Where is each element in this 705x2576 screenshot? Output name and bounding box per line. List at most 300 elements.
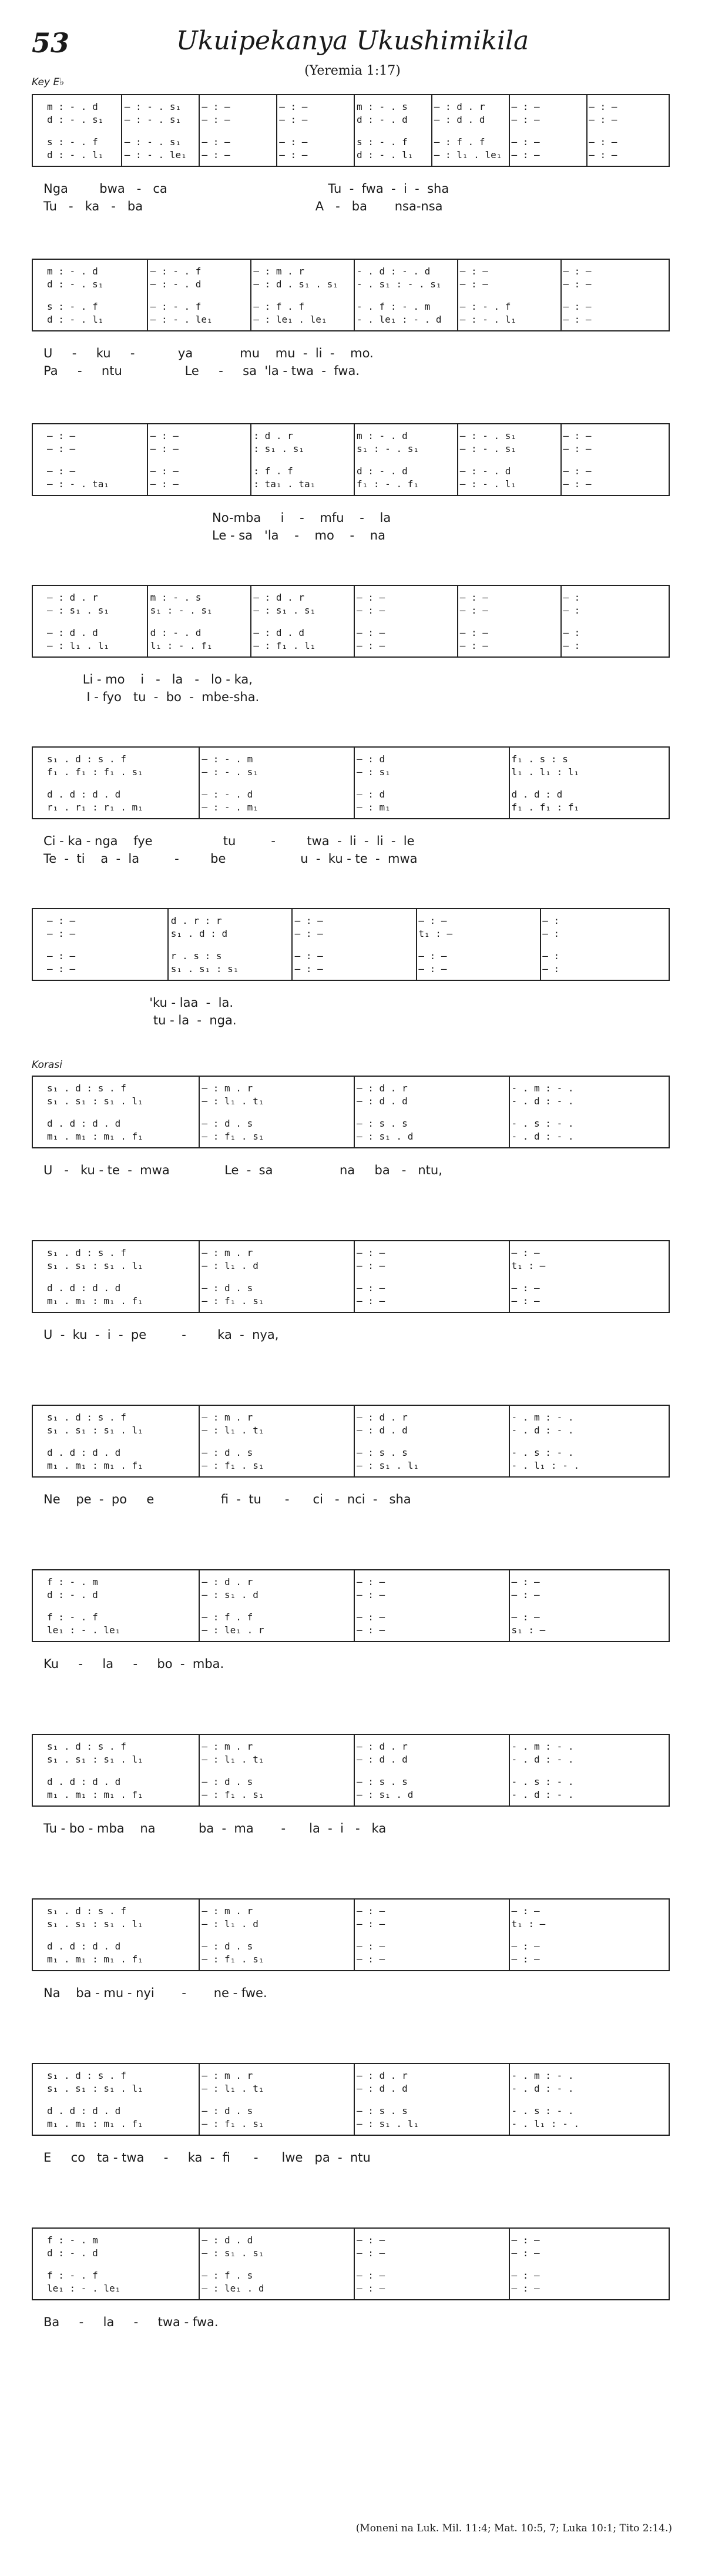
solfa-measure: — : d . s₁ . s₁ <box>253 279 338 290</box>
lyric-line: Li - mo i - la - lo - ka, <box>43 672 253 686</box>
solfa-measure: — : f₁ . s₁ <box>202 2118 264 2129</box>
solfa-measure: — : — <box>511 136 540 148</box>
solfa-measure: — : d . d <box>357 1425 408 1436</box>
lyric-line: Ba - la - twa - fwa. <box>43 2315 219 2329</box>
voice-part <box>43 101 663 114</box>
solfa-measure: m : - . d <box>47 101 98 112</box>
solfa-measure: — : — <box>357 1576 385 1587</box>
voice-part <box>43 465 663 478</box>
lyrics <box>32 509 670 544</box>
solfa-measure: — : — <box>202 136 230 148</box>
solfa-measure: — : — <box>589 101 617 112</box>
tonic-solfa-staff <box>32 2063 670 2136</box>
solfa-measure: — : d . s <box>202 1776 253 1787</box>
solfa-measure: d . d : d . d <box>47 789 121 800</box>
lyrics <box>32 344 670 380</box>
voice-part <box>43 136 663 149</box>
solfa-measure: — : — <box>202 149 230 160</box>
voice-part <box>43 2247 663 2260</box>
solfa-measure: d . d : d . d <box>47 2105 121 2116</box>
solfa-measure: — : — <box>294 963 323 974</box>
solfa-measure: — : — <box>357 2283 385 2294</box>
music-system <box>32 746 670 867</box>
solfa-measure: — : — <box>459 266 488 277</box>
solfa-measure: — : d . r <box>202 1576 253 1587</box>
solfa-measure: — : — <box>202 101 230 112</box>
solfa-measure: — : s₁ <box>357 766 391 778</box>
solfa-measure: — : — <box>294 915 323 926</box>
solfa-measure: — : — <box>511 2235 540 2246</box>
solfa-measure: — : d <box>357 753 385 765</box>
solfa-measure: — : l₁ . d <box>202 1260 258 1271</box>
solfa-measure: — : l₁ . t₁ <box>202 1096 264 1107</box>
solfa-measure: — : d . s <box>202 1447 253 1458</box>
solfa-measure: - . l₁ : - . <box>511 2118 580 2129</box>
voice-part <box>43 1412 663 1425</box>
solfa-measure: — : s . s <box>357 1447 408 1458</box>
solfa-measure: — : — <box>357 1954 385 1965</box>
solfa-measure: - . s : - . <box>511 1776 574 1787</box>
voice-part <box>43 753 663 766</box>
solfa-measure: s₁ . d : s . f <box>47 1412 126 1423</box>
solfa-measure: — : m . r <box>202 1905 253 1917</box>
voice-part <box>43 928 663 941</box>
solfa-measure: d : - . l₁ <box>47 149 104 160</box>
voice-part <box>43 1260 663 1273</box>
solfa-measure: — : <box>563 592 580 603</box>
voice-part <box>43 1576 663 1589</box>
solfa-measure: — : — <box>563 301 592 312</box>
voice-part <box>43 2283 663 2296</box>
solfa-measure: — : d . r <box>253 592 305 603</box>
music-system <box>32 1898 670 2002</box>
voice-part <box>43 592 663 605</box>
solfa-measure: — : — <box>150 465 179 477</box>
solfa-measure: le₁ : - . le₁ <box>47 1624 121 1636</box>
music-system <box>32 1076 670 1179</box>
solfa-measure: — : d . s <box>202 1118 253 1129</box>
tonic-solfa-staff <box>32 1898 670 1971</box>
solfa-measure: — : — <box>511 1295 540 1307</box>
tonic-solfa-staff <box>32 94 670 167</box>
solfa-measure: d : - . d <box>357 465 408 477</box>
solfa-measure: — : — <box>47 443 76 454</box>
solfa-measure: - . d : - . <box>511 2083 574 2094</box>
solfa-measure: s₁ . d : s . f <box>47 1083 126 1094</box>
solfa-measure: : s₁ . s₁ <box>253 443 305 454</box>
voice-part <box>43 1624 663 1637</box>
solfa-measure: — : - . s₁ <box>459 443 517 454</box>
tonic-solfa-staff <box>32 259 670 331</box>
solfa-measure: s : - . f <box>47 136 98 148</box>
solfa-measure: — : — <box>357 1247 385 1258</box>
solfa-measure: — : — <box>279 136 308 148</box>
voice-part <box>43 430 663 443</box>
solfa-measure: d . d : d <box>511 789 563 800</box>
solfa-measure: d : - . s₁ <box>47 114 104 125</box>
solfa-measure: — : — <box>589 114 617 125</box>
lyric-line: U - ku - ya mu mu - li - mo. <box>43 346 374 360</box>
solfa-measure: — : f . s <box>202 2270 253 2281</box>
tonic-solfa-staff <box>32 746 670 819</box>
music-system <box>32 1405 670 1508</box>
solfa-measure: — : - . d <box>150 279 202 290</box>
solfa-measure: — : — <box>511 1612 540 1623</box>
tonic-solfa-staff <box>32 2227 670 2300</box>
solfa-measure: d : - . l₁ <box>47 314 104 325</box>
music-system <box>32 1734 670 1837</box>
solfa-measure: - . d : - . <box>511 1789 574 1800</box>
solfa-measure: — : f₁ . s₁ <box>202 1131 264 1142</box>
voice-part <box>43 2235 663 2247</box>
solfa-measure: l₁ . l₁ : l₁ <box>511 766 580 778</box>
scripture-reference: (Yeremia 1:17) <box>304 63 401 78</box>
solfa-measure: — : — <box>279 114 308 125</box>
voice-part <box>43 950 663 963</box>
solfa-measure: — : — <box>459 627 488 638</box>
solfa-measure: — : — <box>511 1576 540 1587</box>
solfa-measure: f₁ : - . f₁ <box>357 478 419 490</box>
solfa-measure: — : <box>563 627 580 638</box>
solfa-measure: — : - . s₁ <box>459 430 517 441</box>
solfa-measure: s₁ . s₁ : s₁ . l₁ <box>47 2083 143 2094</box>
solfa-measure: s₁ . s₁ : s₁ . l₁ <box>47 1754 143 1765</box>
solfa-measure: d : - . d <box>47 1589 98 1600</box>
solfa-measure: - . m : - . <box>511 1412 574 1423</box>
solfa-measure: — : l₁ . d <box>202 1918 258 1930</box>
solfa-measure: — : f₁ . s₁ <box>202 1460 264 1471</box>
solfa-measure: - . s : - . <box>511 1447 574 1458</box>
lyric-line: E co ta - twa - ka - fi - lwe pa - ntu <box>43 2150 371 2165</box>
tonic-solfa-staff <box>32 585 670 658</box>
solfa-measure: — : d . s <box>202 1941 253 1952</box>
solfa-measure: — : - . m₁ <box>202 802 258 813</box>
lyric-line: Ci - ka - nga fye tu - twa - li - li - le <box>43 834 415 848</box>
tonic-solfa-staff <box>32 1076 670 1148</box>
solfa-measure: — : — <box>150 443 179 454</box>
lyric-line: tu - la - nga. <box>43 1013 237 1027</box>
lyric-line: Ku - la - bo - mba. <box>43 1657 224 1671</box>
voice-part <box>43 301 663 314</box>
solfa-measure: — : — <box>47 928 76 939</box>
tonic-solfa-staff <box>32 908 670 981</box>
voice-part <box>43 2070 663 2083</box>
solfa-measure: - . m : - . <box>511 2070 574 2081</box>
solfa-measure: — : d . d <box>202 2235 253 2246</box>
solfa-measure: — : — <box>150 430 179 441</box>
solfa-measure: — : - . s₁ <box>124 136 182 148</box>
solfa-measure: — : — <box>47 430 76 441</box>
solfa-measure: — : — <box>589 149 617 160</box>
lyric-line: No-mba i - mfu - la <box>43 511 391 525</box>
solfa-measure: — : f₁ . s₁ <box>202 1954 264 1965</box>
footnote-references: (Moneni na Luk. Mil. 11:4; Mat. 10:5, 7; Luka 10:1; Tito 2:14.) <box>355 2523 672 2534</box>
solfa-measure: — : l₁ . le₁ <box>434 149 502 160</box>
solfa-measure: — : — <box>357 1589 385 1600</box>
lyric-line: I - fyo tu - bo - mbe-sha. <box>43 690 260 704</box>
voice-part <box>43 279 663 292</box>
solfa-measure: - . d : - . d <box>357 266 431 277</box>
solfa-measure: — : s₁ . d <box>202 1589 258 1600</box>
music-system <box>32 423 670 544</box>
lyrics <box>32 1655 670 1673</box>
solfa-measure: f₁ . f₁ : f₁ <box>511 802 580 813</box>
solfa-measure: s₁ . s₁ : s₁ . l₁ <box>47 1260 143 1271</box>
solfa-measure: - . f : - . m <box>357 301 431 312</box>
solfa-measure: — : — <box>563 478 592 490</box>
music-system <box>32 259 670 380</box>
solfa-measure: — : - . m <box>202 753 253 765</box>
lyrics <box>32 1820 670 1837</box>
voice-part <box>43 627 663 640</box>
solfa-measure: — : f₁ . l₁ <box>253 640 316 651</box>
solfa-measure: s₁ . d : s . f <box>47 1741 126 1752</box>
solfa-measure: — : m₁ <box>357 802 391 813</box>
solfa-measure: - . m : - . <box>511 1083 574 1094</box>
solfa-measure: f : - . f <box>47 2270 98 2281</box>
solfa-measure: — : s₁ . s₁ <box>47 605 109 616</box>
solfa-measure: — : d . r <box>357 1412 408 1423</box>
solfa-measure: — : — <box>47 950 76 962</box>
solfa-measure: - . d : - . <box>511 1425 574 1436</box>
solfa-measure: s₁ : — <box>511 1624 546 1636</box>
lyric-line: 'ku - laa - la. <box>43 996 233 1010</box>
solfa-measure: m₁ . m₁ : m₁ . f₁ <box>47 1295 143 1307</box>
lyrics <box>32 1326 670 1344</box>
voice-part <box>43 1612 663 1624</box>
lyric-line: Te - ti a - la - be u - ku - te - mwa <box>43 852 418 866</box>
voice-part <box>43 766 663 779</box>
solfa-measure: — : <box>542 950 560 962</box>
solfa-measure: — : — <box>357 1624 385 1636</box>
lyrics <box>32 671 670 706</box>
solfa-measure: — : d . s <box>202 2105 253 2116</box>
solfa-measure: — : — <box>150 478 179 490</box>
solfa-measure: — : — <box>511 149 540 160</box>
solfa-measure: s₁ . d : s . f <box>47 2070 126 2081</box>
solfa-measure: m₁ . m₁ : m₁ . f₁ <box>47 2118 143 2129</box>
solfa-measure: — : s₁ . d <box>357 1789 414 1800</box>
solfa-measure: s₁ . d : s . f <box>47 1905 126 1917</box>
solfa-measure: — : — <box>357 2235 385 2246</box>
solfa-measure: — : m . r <box>202 1247 253 1258</box>
solfa-measure: — : - . le₁ <box>124 149 187 160</box>
solfa-measure: — : — <box>357 1941 385 1952</box>
solfa-measure: m : - . s <box>150 592 202 603</box>
solfa-measure: — : — <box>511 1247 540 1258</box>
lyrics <box>32 2149 670 2166</box>
solfa-measure: - . s₁ : - . s₁ <box>357 279 442 290</box>
voice-part <box>43 789 663 802</box>
solfa-measure: s₁ . s₁ : s₁ . l₁ <box>47 1425 143 1436</box>
solfa-measure: — : s₁ . d <box>357 1131 414 1142</box>
solfa-measure: — : d <box>357 789 385 800</box>
voice-part <box>43 1083 663 1096</box>
solfa-measure: — : — <box>357 1260 385 1271</box>
solfa-measure: s₁ . d : s . f <box>47 1247 126 1258</box>
solfa-measure: d : - . l₁ <box>357 149 414 160</box>
lyrics <box>32 1490 670 1508</box>
solfa-measure: — : — <box>511 1282 540 1294</box>
voice-part <box>43 1905 663 1918</box>
voice-part <box>43 266 663 279</box>
solfa-measure: f : - . m <box>47 1576 98 1587</box>
solfa-measure: : ta₁ . ta₁ <box>253 478 316 490</box>
solfa-measure: — : - . l₁ <box>459 478 517 490</box>
voice-part <box>43 1589 663 1602</box>
voice-part <box>43 1282 663 1295</box>
solfa-measure: — : — <box>47 915 76 926</box>
solfa-measure: — : - . ta₁ <box>47 478 109 490</box>
lyric-line: Pa - ntu Le - sa 'la - twa - fwa. <box>43 364 360 378</box>
solfa-measure: — : — <box>511 2283 540 2294</box>
solfa-measure: — : d . s <box>202 1282 253 1294</box>
solfa-measure: — : — <box>563 443 592 454</box>
voice-part <box>43 802 663 815</box>
solfa-measure: — : — <box>459 592 488 603</box>
solfa-measure: — : — <box>357 2270 385 2281</box>
solfa-measure: — : — <box>511 114 540 125</box>
lyrics <box>32 2313 670 2331</box>
solfa-measure: — : s₁ . s₁ <box>253 605 316 616</box>
solfa-measure: t₁ : — <box>511 1918 546 1930</box>
solfa-measure: d : - . d <box>150 627 202 638</box>
solfa-measure: — : f₁ . s₁ <box>202 1789 264 1800</box>
lyric-line: U - ku - i - pe - ka - nya, <box>43 1328 279 1342</box>
tonic-solfa-staff <box>32 1569 670 1642</box>
solfa-measure: — : — <box>47 963 76 974</box>
solfa-measure: d : - . d <box>47 2247 98 2259</box>
solfa-measure: - . d : - . <box>511 1754 574 1765</box>
voice-part <box>43 1425 663 1438</box>
solfa-measure: s₁ . s₁ : s₁ . l₁ <box>47 1918 143 1930</box>
solfa-measure: — : s₁ . s₁ <box>202 2247 264 2259</box>
voice-part <box>43 2083 663 2096</box>
lyric-line: Tu - ka - ba A - ba nsa-nsa <box>43 199 443 213</box>
lyrics <box>32 1161 670 1179</box>
hymn-number: 53 <box>32 27 70 59</box>
solfa-measure: f : - . m <box>47 2235 98 2246</box>
solfa-measure: — : f₁ . s₁ <box>202 1295 264 1307</box>
solfa-measure: — : — <box>511 1954 540 1965</box>
voice-part <box>43 443 663 456</box>
solfa-measure: — : — <box>357 1612 385 1623</box>
solfa-measure: — : — <box>563 465 592 477</box>
solfa-measure: — : <box>542 928 560 939</box>
solfa-measure: — : d . d <box>47 627 98 638</box>
voice-part <box>43 1096 663 1108</box>
solfa-measure: — : l₁ . l₁ <box>47 640 109 651</box>
solfa-measure: - . s : - . <box>511 2105 574 2116</box>
lyric-line: Le - sa 'la - mo - na <box>43 528 385 542</box>
solfa-measure: : f . f <box>253 465 293 477</box>
solfa-measure: — : — <box>563 314 592 325</box>
solfa-measure: — : - . s₁ <box>124 114 182 125</box>
solfa-measure: — : — <box>418 915 447 926</box>
solfa-measure: s₁ : - . s₁ <box>357 443 419 454</box>
voice-part <box>43 1295 663 1308</box>
lyric-line: Tu - bo - mba na ba - ma - la - i - ka <box>43 1821 387 1835</box>
solfa-measure: — : m . r <box>202 2070 253 2081</box>
solfa-measure: — : - . f <box>459 301 511 312</box>
solfa-measure: — : — <box>459 640 488 651</box>
solfa-measure: — : — <box>357 592 385 603</box>
music-system <box>32 2227 670 2331</box>
solfa-measure: m : - . s <box>357 101 408 112</box>
solfa-measure: — : — <box>589 136 617 148</box>
voice-part <box>43 1789 663 1802</box>
solfa-measure: m₁ . m₁ : m₁ . f₁ <box>47 1789 143 1800</box>
solfa-measure: t₁ : — <box>418 928 453 939</box>
solfa-measure: m₁ . m₁ : m₁ . f₁ <box>47 1131 143 1142</box>
tonic-solfa-staff <box>32 423 670 496</box>
solfa-measure: - . s : - . <box>511 1118 574 1129</box>
solfa-measure: — : m . r <box>202 1083 253 1094</box>
solfa-measure: — : d . r <box>357 1741 408 1752</box>
solfa-measure: — : <box>563 640 580 651</box>
solfa-measure: s : - . f <box>47 301 98 312</box>
solfa-measure: d : - . s₁ <box>47 279 104 290</box>
lyric-line: U - ku - te - mwa Le - sa na ba - ntu, <box>43 1163 442 1177</box>
voice-part <box>43 2118 663 2131</box>
hymn-title: Ukuipekanya Ukushimikila <box>176 26 529 56</box>
solfa-measure: d . d : d . d <box>47 1282 121 1294</box>
lyrics <box>32 180 670 215</box>
solfa-measure: — : l₁ . t₁ <box>202 1754 264 1765</box>
solfa-measure: — : s . s <box>357 1118 408 1129</box>
solfa-measure: — : - . s₁ <box>202 766 258 778</box>
lyrics <box>32 832 670 867</box>
chorus-label: Korasi <box>32 1059 62 1071</box>
solfa-measure: — : d . d <box>434 114 485 125</box>
solfa-measure: — : — <box>459 279 488 290</box>
voice-part <box>43 478 663 491</box>
solfa-measure: — : — <box>563 430 592 441</box>
solfa-measure: — : — <box>418 963 447 974</box>
lyrics <box>32 1984 670 2002</box>
solfa-measure: — : — <box>357 1918 385 1930</box>
music-system <box>32 1240 670 1344</box>
voice-part <box>43 1131 663 1144</box>
solfa-measure: - . le₁ : - . d <box>357 314 442 325</box>
solfa-measure: — : <box>542 915 560 926</box>
solfa-measure: d : - . d <box>357 114 408 125</box>
solfa-measure: — : — <box>563 266 592 277</box>
solfa-measure: — : — <box>357 1295 385 1307</box>
voice-part <box>43 1941 663 1954</box>
solfa-measure: m₁ . m₁ : m₁ . f₁ <box>47 1460 143 1471</box>
solfa-measure: : d . r <box>253 430 293 441</box>
solfa-measure: s₁ . s₁ : s₁ . l₁ <box>47 1096 143 1107</box>
solfa-measure: — : — <box>357 1905 385 1917</box>
solfa-measure: — : f . f <box>202 1612 253 1623</box>
solfa-measure: — : d . r <box>47 592 98 603</box>
solfa-measure: — : - . d <box>459 465 511 477</box>
solfa-measure: — : — <box>459 605 488 616</box>
solfa-measure: — : s . s <box>357 2105 408 2116</box>
solfa-measure: le₁ : - . le₁ <box>47 2283 121 2294</box>
voice-part <box>43 1918 663 1931</box>
voice-part <box>43 1954 663 1967</box>
voice-part <box>43 963 663 976</box>
music-system <box>32 94 670 215</box>
solfa-measure: — : s₁ . l₁ <box>357 2118 419 2129</box>
lyrics <box>32 994 670 1029</box>
solfa-measure: d . d : d . d <box>47 1941 121 1952</box>
solfa-measure: — : — <box>563 279 592 290</box>
voice-part <box>43 1754 663 1767</box>
voice-part <box>43 915 663 928</box>
